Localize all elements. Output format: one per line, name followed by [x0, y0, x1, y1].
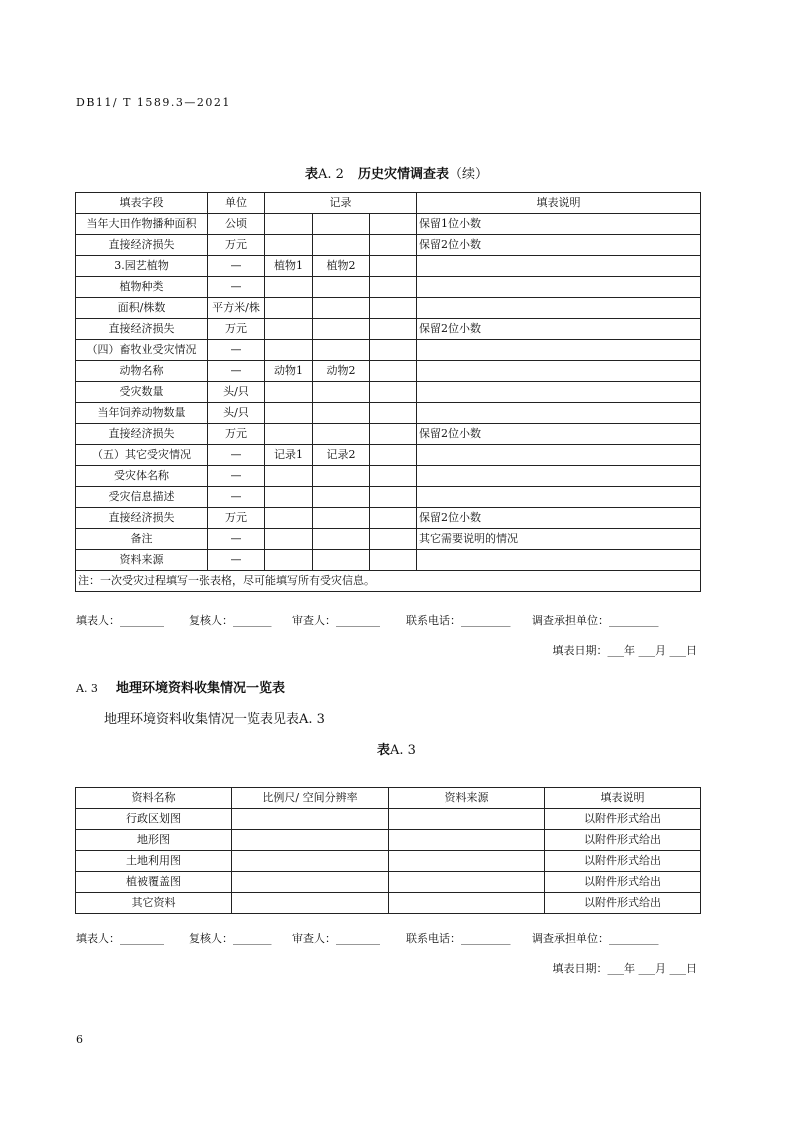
cell-r1	[265, 550, 313, 571]
cell-note: 以附件形式给出	[545, 851, 701, 872]
cell-note	[417, 277, 701, 298]
filler-field: 填表人：________	[76, 932, 164, 945]
phone-field: 联系电话：_________	[406, 932, 511, 945]
cell-r1	[265, 487, 313, 508]
caption-suffix: （续）	[448, 167, 488, 182]
cell-scale	[232, 830, 389, 851]
cell-unit: —	[208, 361, 265, 382]
table-row	[76, 851, 701, 872]
cell-r3	[370, 298, 417, 319]
cell-field: （五）其它受灾情况	[76, 445, 208, 466]
survey-unit-field: 调查承担单位：_________	[532, 932, 659, 945]
cell-note	[417, 382, 701, 403]
cell-r1: 动物1	[265, 361, 313, 382]
cell-r2	[313, 508, 370, 529]
cell-unit: —	[208, 277, 265, 298]
cell-name: 植被覆盖图	[76, 872, 232, 893]
cell-r1	[265, 319, 313, 340]
cell-unit: 万元	[208, 508, 265, 529]
cell-r1	[265, 235, 313, 256]
table-row	[76, 277, 701, 298]
cell-unit: 万元	[208, 319, 265, 340]
cell-r2	[313, 466, 370, 487]
cell-r1	[265, 340, 313, 361]
cell-r3	[370, 487, 417, 508]
cell-r2: 记录2	[313, 445, 370, 466]
cell-note	[417, 298, 701, 319]
cell-r1	[265, 508, 313, 529]
table-header-row	[76, 788, 701, 809]
cell-r2	[313, 550, 370, 571]
cell-note: 保留2位小数	[417, 235, 701, 256]
cell-r2	[313, 277, 370, 298]
cell-note	[417, 550, 701, 571]
fill-date-1: 填表日期：___年 ___月 ___日	[552, 644, 697, 657]
cell-r3	[370, 214, 417, 235]
cell-field: 受灾体名称	[76, 466, 208, 487]
cell-r2	[313, 235, 370, 256]
cell-field: 面积/株数	[76, 298, 208, 319]
cell-r1: 记录1	[265, 445, 313, 466]
table-row	[76, 809, 701, 830]
cell-scale	[232, 851, 389, 872]
cell-field: 资料来源	[76, 550, 208, 571]
table-row	[76, 550, 701, 571]
cell-source	[389, 893, 545, 914]
cell-r3	[370, 235, 417, 256]
filler-field: 填表人：________	[76, 614, 164, 627]
cell-r1	[265, 403, 313, 424]
header-source: 资料来源	[389, 788, 545, 809]
cell-unit: —	[208, 466, 265, 487]
cell-scale	[232, 809, 389, 830]
cell-unit: —	[208, 445, 265, 466]
cell-source	[389, 872, 545, 893]
cell-note	[417, 256, 701, 277]
table-row	[76, 529, 701, 550]
cell-field: 直接经济损失	[76, 508, 208, 529]
table-row	[76, 235, 701, 256]
table-row	[76, 872, 701, 893]
reviewer-field: 复核人：_______	[189, 614, 272, 627]
cell-r3	[370, 319, 417, 340]
cell-field: 直接经济损失	[76, 424, 208, 445]
cell-r3	[370, 382, 417, 403]
cell-field: 当年饲养动物数量	[76, 403, 208, 424]
cell-note: 以附件形式给出	[545, 872, 701, 893]
survey-unit-field: 调查承担单位：_________	[532, 614, 659, 627]
reviewer-field: 复核人：_______	[189, 932, 272, 945]
table-row	[76, 214, 701, 235]
table-header-row	[76, 193, 701, 214]
cell-unit: 头/只	[208, 403, 265, 424]
cell-r3	[370, 550, 417, 571]
cell-unit: 万元	[208, 424, 265, 445]
header-note: 填表说明	[417, 193, 701, 214]
cell-unit: —	[208, 550, 265, 571]
signoff-row-1	[76, 612, 659, 628]
header-note: 填表说明	[545, 788, 701, 809]
cell-r1: 植物1	[265, 256, 313, 277]
table-row	[76, 298, 701, 319]
cell-r1	[265, 529, 313, 550]
cell-field: 3.园艺植物	[76, 256, 208, 277]
cell-source	[389, 809, 545, 830]
footnote-row	[76, 571, 701, 592]
table-row	[76, 424, 701, 445]
table-row	[76, 319, 701, 340]
cell-note: 保留2位小数	[417, 319, 701, 340]
cell-note: 以附件形式给出	[545, 830, 701, 851]
cell-r1	[265, 466, 313, 487]
table-a3	[75, 787, 701, 914]
page-number: 6	[76, 1033, 83, 1046]
table-row	[76, 340, 701, 361]
header-scale: 比例尺/ 空间分辨率	[232, 788, 389, 809]
cell-name: 地形图	[76, 830, 232, 851]
cell-note: 其它需要说明的情况	[417, 529, 701, 550]
cell-r3	[370, 256, 417, 277]
cell-r3	[370, 340, 417, 361]
cell-note: 以附件形式给出	[545, 893, 701, 914]
header-unit: 单位	[208, 193, 265, 214]
header-name: 资料名称	[76, 788, 232, 809]
cell-field: 受灾数量	[76, 382, 208, 403]
cell-r3	[370, 445, 417, 466]
cell-note	[417, 487, 701, 508]
cell-unit: —	[208, 529, 265, 550]
cell-r3	[370, 508, 417, 529]
cell-unit: —	[208, 340, 265, 361]
cell-field: 受灾信息描述	[76, 487, 208, 508]
cell-field: 直接经济损失	[76, 235, 208, 256]
table-row	[76, 256, 701, 277]
caption-number: A. 2	[318, 167, 344, 182]
cell-r2	[313, 214, 370, 235]
table-footnote: 注：一次受灾过程填写一张表格，尽可能填写所有受灾信息。	[76, 571, 701, 592]
cell-r1	[265, 277, 313, 298]
cell-r3	[370, 277, 417, 298]
table-row	[76, 466, 701, 487]
cell-unit: 万元	[208, 235, 265, 256]
cell-unit: —	[208, 487, 265, 508]
section-title: 地理环境资料收集情况一览表	[115, 681, 285, 696]
table-row	[76, 487, 701, 508]
cell-r2	[313, 340, 370, 361]
cell-note	[417, 445, 701, 466]
cell-name: 行政区划图	[76, 809, 232, 830]
table-row	[76, 361, 701, 382]
table-a3-caption	[0, 739, 793, 758]
cell-r1	[265, 424, 313, 445]
cell-source	[389, 851, 545, 872]
cell-note	[417, 340, 701, 361]
caption-number: A. 3	[390, 743, 416, 758]
fill-date-2: 填表日期：___年 ___月 ___日	[552, 962, 697, 975]
phone-field: 联系电话：_________	[406, 614, 511, 627]
cell-note: 保留2位小数	[417, 424, 701, 445]
table-row	[76, 830, 701, 851]
section-paragraph: 地理环境资料收集情况一览表见表A. 3	[104, 712, 325, 727]
header-field: 填表字段	[76, 193, 208, 214]
cell-r1	[265, 382, 313, 403]
caption-prefix: 表	[305, 167, 319, 182]
cell-r2	[313, 424, 370, 445]
cell-r3	[370, 403, 417, 424]
cell-field: （四）畜牧业受灾情况	[76, 340, 208, 361]
cell-r3	[370, 424, 417, 445]
cell-note	[417, 361, 701, 382]
cell-note: 保留2位小数	[417, 508, 701, 529]
cell-r2	[313, 529, 370, 550]
caption-prefix: 表	[377, 743, 391, 758]
document-code: DB11/ T 1589.3—2021	[76, 96, 231, 109]
table-row	[76, 403, 701, 424]
header-record: 记录	[265, 193, 417, 214]
cell-scale	[232, 872, 389, 893]
table-row	[76, 508, 701, 529]
cell-note: 保留1位小数	[417, 214, 701, 235]
cell-unit: 公顷	[208, 214, 265, 235]
section-number: A. 3	[76, 682, 98, 695]
section-a3-heading	[76, 677, 285, 696]
cell-unit: 平方米/株	[208, 298, 265, 319]
table-row	[76, 893, 701, 914]
cell-unit: —	[208, 256, 265, 277]
cell-field: 直接经济损失	[76, 319, 208, 340]
cell-note	[417, 466, 701, 487]
cell-r1	[265, 298, 313, 319]
cell-field: 动物名称	[76, 361, 208, 382]
cell-r3	[370, 361, 417, 382]
checker-field: 审查人：________	[292, 932, 380, 945]
cell-field: 备注	[76, 529, 208, 550]
cell-r2	[313, 298, 370, 319]
cell-r2: 植物2	[313, 256, 370, 277]
cell-source	[389, 830, 545, 851]
checker-field: 审查人：________	[292, 614, 380, 627]
table-a2	[75, 192, 701, 592]
cell-name: 其它资料	[76, 893, 232, 914]
table-row	[76, 382, 701, 403]
caption-title: 历史灾情调查表	[357, 167, 449, 182]
cell-r2	[313, 319, 370, 340]
table-row	[76, 445, 701, 466]
cell-r3	[370, 529, 417, 550]
cell-field: 植物种类	[76, 277, 208, 298]
cell-scale	[232, 893, 389, 914]
table-a2-caption	[0, 163, 793, 182]
cell-name: 土地利用图	[76, 851, 232, 872]
cell-r2	[313, 382, 370, 403]
cell-r1	[265, 214, 313, 235]
cell-r3	[370, 466, 417, 487]
cell-r2	[313, 487, 370, 508]
cell-field: 当年大田作物播种面积	[76, 214, 208, 235]
cell-r2	[313, 403, 370, 424]
cell-unit: 头/只	[208, 382, 265, 403]
cell-r2: 动物2	[313, 361, 370, 382]
cell-note: 以附件形式给出	[545, 809, 701, 830]
signoff-row-2	[76, 930, 659, 946]
cell-note	[417, 403, 701, 424]
